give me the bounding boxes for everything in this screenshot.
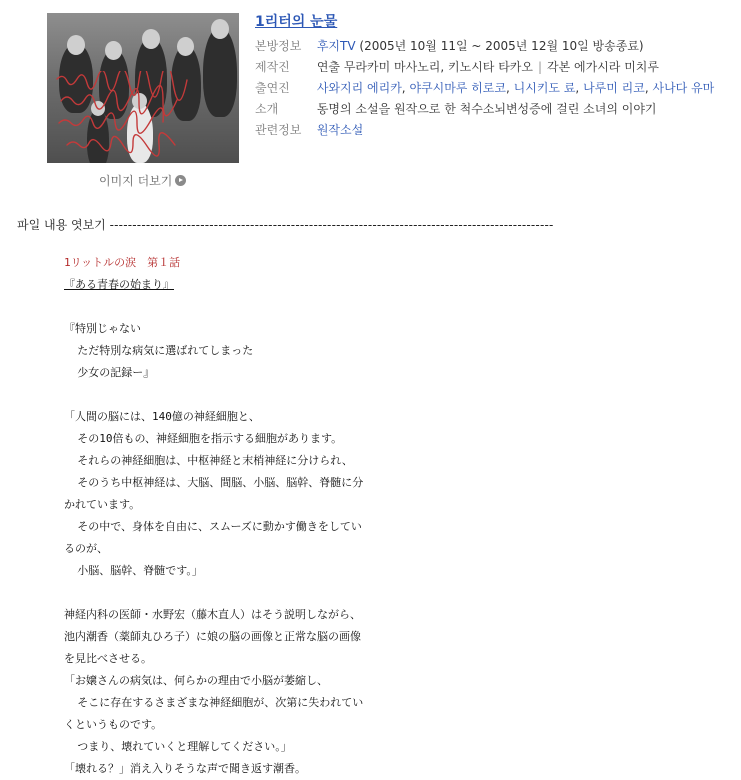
poster-face xyxy=(177,37,194,56)
more-images-link[interactable] xyxy=(99,172,186,189)
file-preview-label: 파일 내용 엿보기 xyxy=(17,218,106,232)
episode-title: 1リットルの涙 第１話 xyxy=(64,256,181,269)
info-label: 소개 xyxy=(255,102,279,116)
file-preview-heading xyxy=(17,216,554,233)
text-line xyxy=(64,582,724,604)
text-line: そのうち中枢神経は、大脳、間脳、小脳、脳幹、脊髄に分 xyxy=(64,476,364,489)
more-images-label: 이미지 더보기 xyxy=(99,174,173,188)
text-line: 池内潮香（薬師丸ひろ子）に娘の脳の画像と正常な脳の画像 xyxy=(64,630,361,643)
poster-face xyxy=(105,41,122,60)
text-line: 神経内科の医師・水野宏（藤木直人）はそう説明しながら、 xyxy=(64,608,361,621)
info-label: 본방정보 xyxy=(255,39,302,53)
text-line: ただ特別な病気に選ばれてしまった xyxy=(64,344,254,357)
info-row-intro xyxy=(255,100,657,117)
info-row-broadcast xyxy=(255,37,644,54)
intro-text: 동명의 소설을 원작으로 한 척수소뇌변성증에 걸린 소녀의 이야기 xyxy=(316,102,657,116)
info-row-related xyxy=(255,121,363,138)
dashed-divider: -------------------------------------------------------------------------------------------------- xyxy=(109,218,554,232)
file-content xyxy=(64,252,724,780)
poster-face xyxy=(142,29,160,49)
separator: | xyxy=(537,60,543,74)
drama-poster-image[interactable] xyxy=(47,13,239,163)
info-label: 출연진 xyxy=(255,81,290,95)
info-row-cast: 출연진 사와지리 에리카, 야쿠시마루 히로코, 니시키도 료, 나루미 리코, 사나다 유마 xyxy=(255,81,715,95)
original-novel-link[interactable]: 원작소설 xyxy=(316,123,364,137)
text-line: くというものです。 xyxy=(64,718,163,731)
episode-subtitle: 『ある青春の始まり』 xyxy=(64,278,174,291)
director-text: 연출 무라카미 마사노리, 키노시타 타카오 xyxy=(316,60,533,74)
drama-title-link[interactable]: 1리터의 눈물 xyxy=(255,14,338,30)
text-line: 「人間の脳には、140億の神経細胞と、 xyxy=(64,410,260,423)
broadcaster-link[interactable]: 후지TV xyxy=(316,39,356,53)
text-line: 小脳、脳幹、脊髄です。」 xyxy=(64,564,203,577)
text-line: かれています。 xyxy=(64,498,141,511)
poster-handwriting xyxy=(53,71,233,161)
poster-face xyxy=(67,35,85,55)
cast-link[interactable]: 야쿠시마루 히로코 xyxy=(409,81,506,95)
text-line: を見比べさせる。 xyxy=(64,652,152,665)
text-line: 「壊れる？」消え入りそうな声で聞き返す潮香。 xyxy=(64,762,306,775)
text-line: そこに存在するさまざまな神経細胞が、次第に失われてい xyxy=(64,696,364,709)
text-line: 『特別じゃない xyxy=(64,322,141,335)
cast-link[interactable]: 사와지리 에리카 xyxy=(316,81,402,95)
cast-link[interactable]: 사나다 유마 xyxy=(652,81,715,95)
text-line: つまり、壊れていくと理解してください。」 xyxy=(64,740,292,753)
info-label: 관련정보 xyxy=(255,123,302,137)
text-line xyxy=(64,296,724,318)
cast-link[interactable]: 니시키도 료 xyxy=(513,81,576,95)
cast-link[interactable]: 나루미 리코 xyxy=(583,81,645,95)
text-line xyxy=(64,384,724,406)
broadcast-dates: (2005년 10월 11일 ~ 2005년 12월 10일 방송종료) xyxy=(359,39,644,53)
info-row-staff xyxy=(255,58,659,75)
text-line: 少女の記録ー』 xyxy=(64,366,155,379)
text-line: 「お嬢さんの病気は、何らかの理由で小脳が萎縮し、 xyxy=(64,674,328,687)
poster-face xyxy=(211,19,229,39)
text-line: その中で、身体を自由に、スムーズに動かす働きをしてい xyxy=(64,520,362,533)
text-line: るのが、 xyxy=(64,542,108,555)
info-label: 제작진 xyxy=(255,60,290,74)
text-line: それらの神経細胞は、中枢神経と末梢神経に分けられ、 xyxy=(64,454,353,467)
writer-text: 각본 에가시라 미치루 xyxy=(547,60,659,74)
play-arrow-icon xyxy=(175,175,186,186)
text-line: その10倍もの、神経細胞を指示する細胞があります。 xyxy=(64,432,343,445)
